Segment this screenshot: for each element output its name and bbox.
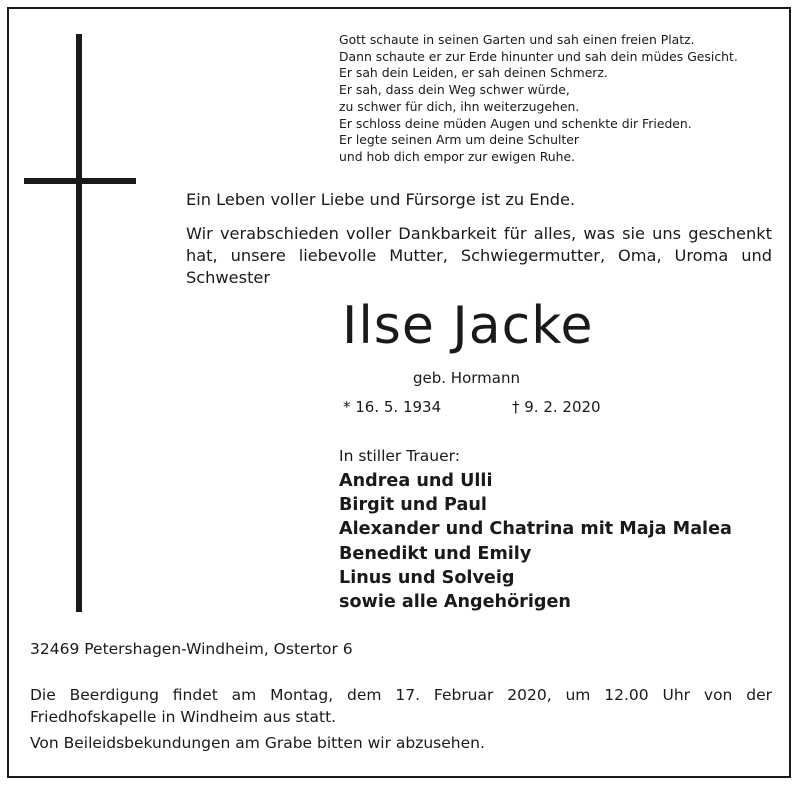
mourning-label: In stiller Trauer: — [339, 447, 460, 465]
mourner-entry: Linus und Solveig — [339, 567, 515, 588]
intro-paragraph: Wir verabschieden voller Dankbarkeit für alles, was sie uns geschenkt hat, unsere liebevolle Mutter, Schwiegermutter, Oma, Uroma und Schwester — [186, 224, 772, 287]
poem-line: Gott schaute in seinen Garten und sah einen freien Platz. — [339, 32, 695, 47]
mourner-entry: sowie alle Angehörigen — [339, 592, 571, 613]
death-date: † 9. 2. 2020 — [512, 398, 601, 416]
cross-horizontal-bar — [24, 178, 136, 184]
deceased-name: Ilse Jacke — [342, 296, 594, 356]
intro-text — [186, 189, 772, 289]
birth-date: * 16. 5. 1934 — [343, 398, 442, 416]
poem-line: Er sah, dass dein Weg schwer würde, — [339, 82, 570, 98]
birth-name: geb. Hormann — [413, 369, 520, 387]
mourner-entry: Andrea und Ulli — [339, 471, 493, 491]
mourner-entry: Benedikt und Emily — [339, 543, 532, 564]
address: 32469 Petershagen-Windheim, Ostertor 6 — [30, 640, 353, 658]
mourner-entry: Alexander und Chatrina mit Maja Malea — [339, 519, 732, 540]
poem-line: zu schwer für dich, ihn weiterzugehen. — [339, 98, 580, 114]
poem-line: und hob dich empor zur ewigen Ruhe. — [339, 148, 576, 164]
mourners-list — [339, 469, 732, 614]
poem-line: Er sah dein Leiden, er sah deinen Schmerz. — [339, 65, 608, 81]
funeral-notice: Die Beerdigung findet am Montag, dem 17. Februar 2020, um 12.00 Uhr von der Friedhofskapelle in Windheim aus statt. — [30, 686, 772, 726]
poem-line: Er legte seinen Arm um deine Schulter — [339, 132, 579, 148]
poem-line: Dann schaute er zur Erde hinunter und sah dein müdes Gesicht. — [339, 48, 738, 64]
mourner-entry: Birgit und Paul — [339, 495, 487, 516]
condolence-notice: Von Beileidsbekundungen am Grabe bitten wir abzusehen. — [30, 734, 485, 752]
intro-line: Ein Leben voller Liebe und Fürsorge ist zu Ende. — [186, 190, 576, 209]
cross-vertical-bar — [76, 34, 82, 612]
poem-line: Er schloss deine müden Augen und schenkte dir Frieden. — [339, 115, 692, 131]
poem — [339, 32, 779, 166]
